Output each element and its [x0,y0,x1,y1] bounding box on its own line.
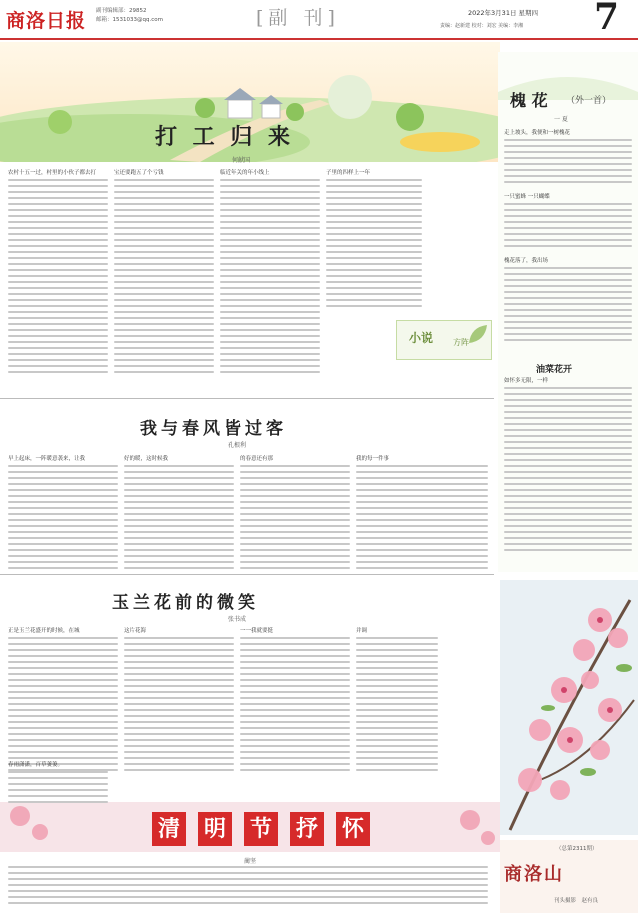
article3-column-3: 一一我就要挺 [240,628,350,775]
article1-column-3 [220,170,320,377]
article3-column-1: 正是玉兰花盛开的时候，在城 [8,628,118,775]
article3-column-4: 并调 [356,628,438,775]
article1-col3-start: 临近年关的年小线上 [220,170,270,176]
poem-subtitle: （外一首） [566,96,612,106]
article3-column-2: 这片花海 [124,628,234,775]
article1-column-4 [326,170,422,311]
novel-badge-main: 小说 [409,331,434,345]
article1-title: 打 工 归 来 [155,124,294,150]
article3-byline: 张书成 [228,616,247,623]
article1-col4-start: 子里的四样上一年 [326,170,371,176]
poem-stanza-2: 一只蜜蜂 一只蝴蝶 [504,194,632,251]
qingming-char-2: 明 [198,812,232,846]
poem-stanza-4: 如怀多无限，一样 [504,378,632,555]
masthead-phone: 副刊编辑部：29852 [96,8,147,14]
article1-col1-start: 农村十五一过，村里的小伙子都去打 [8,170,97,176]
column-photo-credit: 刊头摄影 赵有良 [554,898,599,904]
qingming-char-1: 清 [152,812,186,846]
article1-column-2 [114,170,214,377]
article2-column-4: 我的每一件事 [356,456,488,573]
article3-title: 玉兰花前的微笑 [112,593,259,613]
article2-title: 我与春风皆过客 [140,419,287,439]
qingming-byline: 蔺坚 [244,858,257,865]
crabapple-flower-photo [500,580,638,835]
article1-byline: 何献国 [232,157,251,164]
section-name: [副 刊] [256,7,340,29]
leaf-icon [467,323,489,345]
column-masthead-box [500,840,638,913]
qingming-body [8,866,488,908]
novel-badge-sub: 方阵 [453,338,469,347]
newspaper-logo: 商洛日报 [6,10,87,32]
poem-2-title: 油菜花开 [536,365,573,375]
poem-author: 一 夏 [554,116,568,123]
article1-column-1 [8,170,108,377]
poem-stanza-1: 走上坡头，我便和一树槐花 [504,130,632,187]
qingming-char-5: 怀 [336,812,370,846]
novel-section-badge [396,320,492,360]
qingming-intro: 春雨潇潇，百草萋萋。 [8,762,108,807]
article2-column-2: 好的暖，这时候我 [124,456,234,573]
masthead [0,0,638,40]
poem-column [498,52,638,572]
poem-title: 槐 花 [510,91,548,110]
qingming-char-3: 节 [244,812,278,846]
article2-column-3: 的春意还有那 [240,456,350,573]
editor-credits: 责编：赵新建 校对：刘宏 美编：李湘 [440,23,524,29]
issue-date: 2022年3月31日 星期四 [468,9,539,17]
article2-byline: 孔根利 [228,442,247,449]
column-issue-number: （总第2311期） [556,846,598,852]
column-title: 商洛山 [504,864,564,885]
article1-col2-start: 宝还要跑五了个亏钱 [114,170,164,176]
section-divider [0,574,494,575]
section-divider [0,398,494,399]
page-number: 7 [594,0,620,38]
masthead-email: 邮箱：1531033@qq.com [96,17,163,23]
qingming-char-4: 抒 [290,812,324,846]
article2-column-1: 早上起床，一阵暖意袭来，让我 [8,456,118,573]
poem-stanza-3: 槐花落了，我出场 [504,258,632,345]
